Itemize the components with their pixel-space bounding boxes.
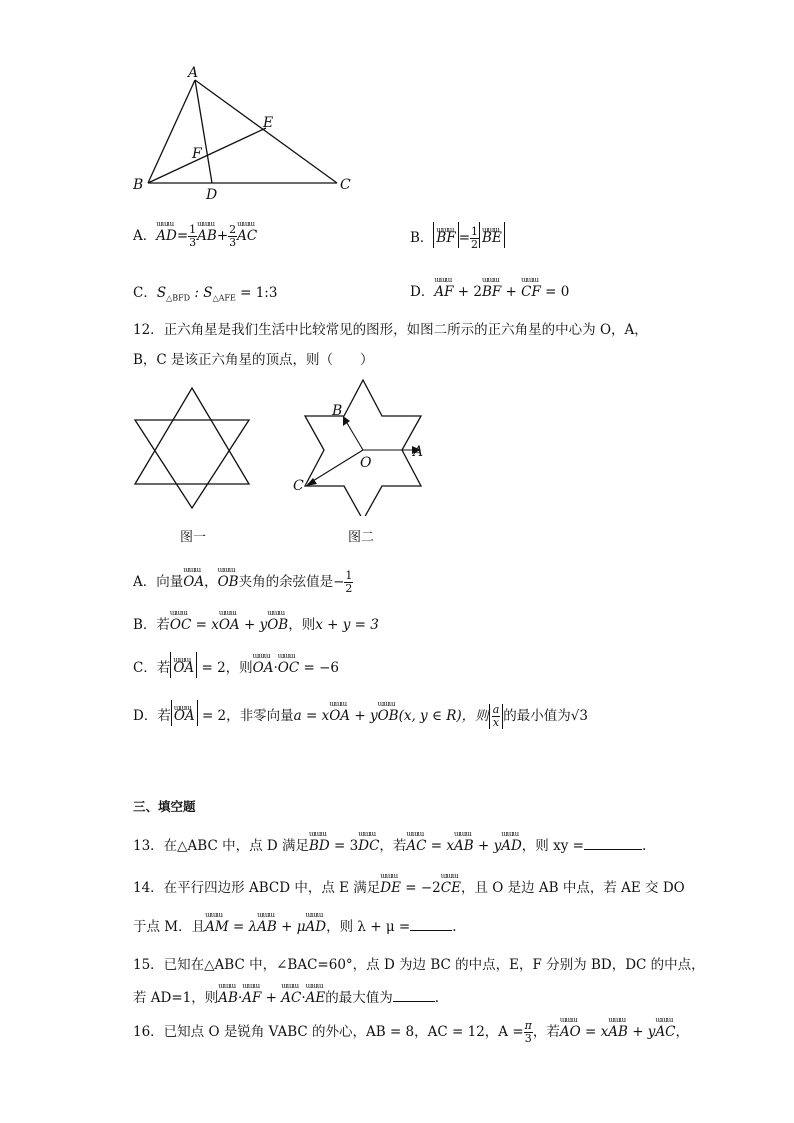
q12-option-d: D．若ɯɯɯ OA = 2，非零向量a = xɯɯɯ OA + yɯɯɯ OB(x, y ∈ R)，则 $\frac{a}{x}$ 的最小值为√3 — [133, 700, 588, 729]
answer-blank-14[interactable] — [410, 918, 452, 931]
label-A: A — [188, 65, 199, 81]
label-C: C — [340, 177, 351, 193]
q16: 16．已知点 O 是锐角 VABC 的外心，AB = 8，AC = 12，A = $\frac{\pi}{3}$ ，若ɯɯɯ AO = xɯɯɯ AB + yɯɯɯ AC， — [133, 1018, 689, 1045]
q12-option-c: C．若ɯɯɯ OA = 2，则ɯɯɯ OA·ɯɯɯ OC = −6 — [133, 652, 339, 678]
q12-stem-line1: 12．正六角星是我们生活中比较常见的图形，如图二所示的正六角星的中心为 O，A， — [133, 322, 648, 338]
label-B: B — [133, 177, 144, 193]
star-label-O: O — [360, 455, 372, 471]
vec-ad: ɯɯɯ AD — [156, 222, 177, 244]
answer-blank-15[interactable] — [393, 989, 435, 1002]
figure-1-caption: 图一 — [180, 530, 207, 545]
q15-line2: 若 AD=1，则ɯɯɯ AB·ɯɯɯ AF + ɯɯɯ AC·ɯɯɯ AE的最大值为 . — [133, 984, 439, 1006]
q11-option-b: B．ɯɯɯ BF = $\frac{1}{2}$ ɯɯɯ BE — [410, 222, 505, 251]
section-title: 三、填空题 — [133, 799, 196, 814]
frac-two-thirds: $\frac{2}{3}$ — [229, 223, 237, 249]
label-D: D — [206, 187, 218, 202]
figure-2-caption: 图二 — [348, 530, 375, 545]
q12-option-b: B．若ɯɯɯ OC = xɯɯɯ OA + yɯɯɯ OB，则x + y = 3 — [133, 611, 379, 633]
q11-option-d: D．ɯɯɯ AF + 2ɯɯɯ BF + ɯɯɯ CF = 0 — [410, 278, 569, 300]
frac-one-third: $\frac{1}{3}$ — [189, 223, 197, 249]
triangle-figure — [130, 62, 370, 202]
star-label-B: B — [332, 403, 343, 419]
q12-option-a: A．向量ɯɯɯ OA，ɯɯɯ OB夹角的余弦值是− $\frac{1}{2}$ — [133, 568, 353, 595]
q13: 13．在△ABC 中，点 D 满足ɯɯɯ BD = 3ɯɯɯ DC，若ɯɯɯ AC = xɯɯɯ AB + yɯɯɯ AD，则 xy = . — [133, 832, 646, 854]
q14-line1: 14．在平行四边形 ABCD 中，点 E 满足ɯɯɯ DE = −2ɯɯɯ CE，且 O 是边 AB 中点，若 AE 交 DO — [133, 874, 685, 896]
hexagram-figure-2 — [290, 376, 440, 516]
star-label-C: C — [293, 478, 304, 494]
q11-option-a: A．ɯɯɯ AD= $\frac{1}{3}$ ɯɯɯ AB+ $\frac{2}{3}$ ɯɯɯ AC — [133, 222, 257, 249]
star-label-A: A — [413, 444, 424, 460]
hexagram-figure-1 — [130, 382, 260, 512]
answer-blank-13[interactable] — [584, 837, 642, 850]
q11-option-c: C．$S_{\triangle BFD}$ : $S_{\triangle AFE}$ = 1:3 — [133, 285, 278, 303]
q14-line2: 于点 M．且ɯɯɯ AM = λɯɯɯ AB + μɯɯɯ AD，则 λ + μ = . — [133, 913, 457, 935]
label-F: F — [192, 146, 202, 162]
label-E: E — [263, 115, 274, 131]
q15-line1: 15．已知在△ABC 中，∠BAC=60°，点 D 为边 BC 的中点，E，F 分别为 BD，DC 的中点， — [133, 957, 705, 973]
q12-stem-line2: B，C 是该正六角星的顶点，则（ ） — [133, 352, 374, 368]
